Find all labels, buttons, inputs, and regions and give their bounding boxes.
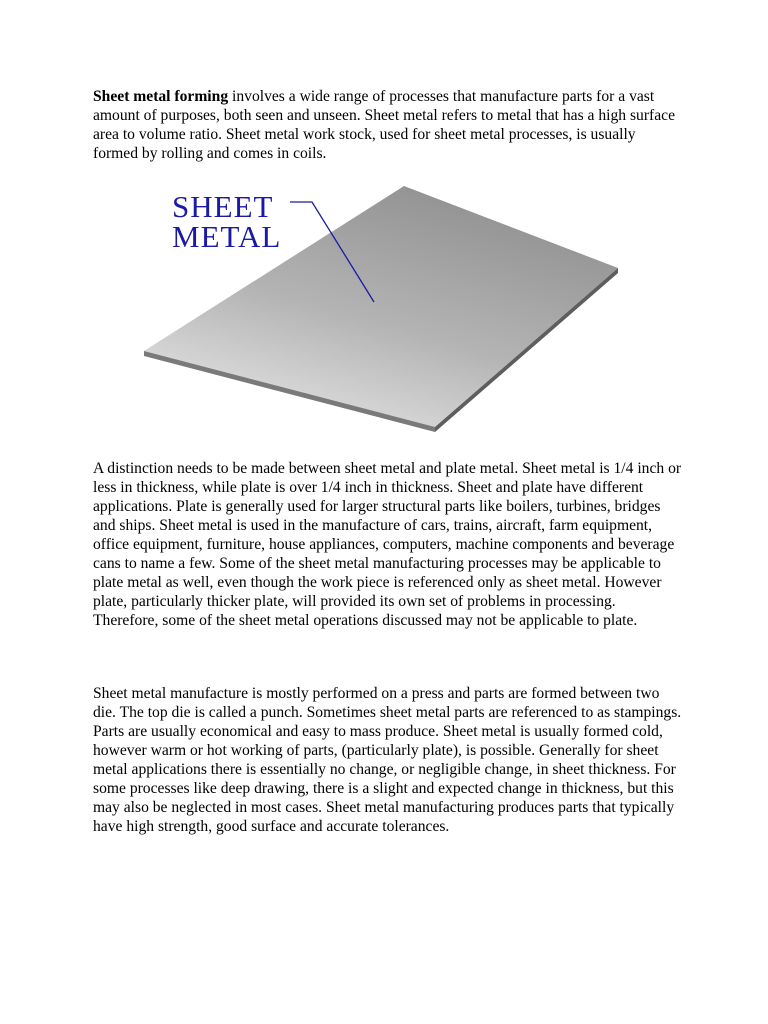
intro-text: involves a wide range of processes that manufacture parts for a vast amount of purposes, both seen and unseen. Sheet metal refers to metal that has a high surface area to volume ratio. Sheet metal work stock, used for sheet metal processes, is usually formed by rolling and comes in coils. bbox=[93, 88, 675, 162]
paragraph-manufacture: Sheet metal manufacture is mostly performed on a press and parts are formed between two die. The top die is called a punch. Sometimes sheet metal parts are referenced to as stampings. Parts are usually economical and easy to mass produce. Sheet metal is usually formed cold, however warm or hot working of parts, (particularly plate), is possible. Generally for sheet metal applications there is essentially no change, or negligible change, in sheet thickness. For some processes like deep drawing, there is a slight and expected change in thickness, but this may also be neglected in most cases. Sheet metal manufacturing produces parts that typically have high strength, good surface and accurate tolerances. bbox=[93, 685, 682, 835]
sheet-metal-drawing bbox=[140, 180, 630, 440]
intro-term: Sheet metal forming bbox=[93, 88, 229, 105]
paragraph-sheet-vs-plate: A distinction needs to be made between sheet metal and plate metal. Sheet metal is 1/4 inch or less in thickness, while plate is over 1/4 inch in thickness. Sheet and plate have different applications. Plate is generally used for larger structural parts like boilers, turbines, bridges and ships. Sheet metal is used in the manufacture of cars, trains, aircraft, farm equipment, office equipment, furniture, house appliances, computers, machine components and beverage cans to name a few. Some of the sheet metal manufacturing processes may be applicable to plate metal as well, even though the work piece is referenced only as sheet metal. However plate, particularly thicker plate, will provided its own set of problems in processing. Therefore, some of the sheet metal operations discussed may not be applicable to plate. bbox=[93, 460, 682, 629]
label-sheet: SHEET bbox=[172, 189, 274, 224]
sheet-metal-illustration bbox=[140, 180, 630, 440]
label-metal: METAL bbox=[172, 219, 282, 254]
intro-paragraph bbox=[93, 87, 683, 163]
